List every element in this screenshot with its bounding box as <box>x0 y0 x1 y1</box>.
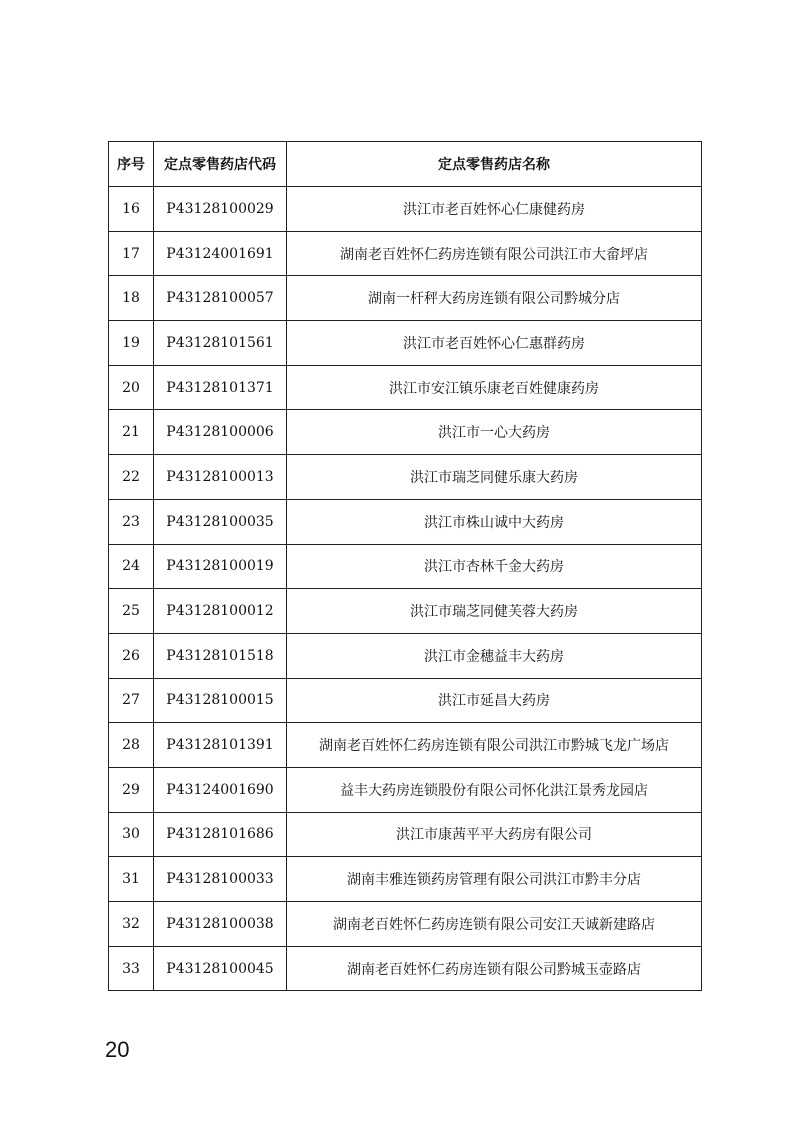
table-body <box>109 187 702 991</box>
cell-serial-number: 17 <box>109 231 154 276</box>
cell-pharmacy-code: P43124001691 <box>154 231 287 276</box>
cell-pharmacy-code: P43128100019 <box>154 544 287 589</box>
table-row <box>109 410 702 455</box>
table-row <box>109 365 702 410</box>
cell-pharmacy-code: P43128101561 <box>154 321 287 366</box>
cell-pharmacy-code: P43128100029 <box>154 187 287 232</box>
table-row <box>109 187 702 232</box>
cell-pharmacy-name: 益丰大药房连锁股份有限公司怀化洪江景秀龙园店 <box>287 767 702 812</box>
cell-serial-number: 23 <box>109 499 154 544</box>
cell-pharmacy-code: P43128100038 <box>154 902 287 947</box>
cell-serial-number: 25 <box>109 589 154 634</box>
cell-pharmacy-name: 洪江市康茜平平大药房有限公司 <box>287 812 702 857</box>
table-row <box>109 902 702 947</box>
cell-serial-number: 24 <box>109 544 154 589</box>
cell-serial-number: 19 <box>109 321 154 366</box>
cell-pharmacy-code: P43128101391 <box>154 723 287 768</box>
page-number: 20 <box>105 1037 130 1062</box>
cell-serial-number: 22 <box>109 455 154 500</box>
cell-pharmacy-name: 洪江市延昌大药房 <box>287 678 702 723</box>
cell-pharmacy-code: P43128100057 <box>154 276 287 321</box>
cell-pharmacy-code: P43128100012 <box>154 589 287 634</box>
table-row <box>109 678 702 723</box>
table-row <box>109 857 702 902</box>
header-pharmacy-code: 定点零售药店代码 <box>154 142 287 187</box>
table-row <box>109 321 702 366</box>
cell-pharmacy-name: 洪江市杏林千金大药房 <box>287 544 702 589</box>
header-serial-number: 序号 <box>109 142 154 187</box>
cell-pharmacy-code: P43128101518 <box>154 633 287 678</box>
cell-pharmacy-name: 洪江市瑞芝同健芙蓉大药房 <box>287 589 702 634</box>
pharmacy-table <box>108 141 702 991</box>
cell-pharmacy-name: 湖南老百姓怀仁药房连锁有限公司洪江市黔城飞龙广场店 <box>287 723 702 768</box>
cell-pharmacy-code: P43128100015 <box>154 678 287 723</box>
cell-pharmacy-code: P43124001690 <box>154 767 287 812</box>
cell-pharmacy-name: 洪江市一心大药房 <box>287 410 702 455</box>
cell-pharmacy-name: 洪江市安江镇乐康老百姓健康药房 <box>287 365 702 410</box>
cell-pharmacy-name: 湖南老百姓怀仁药房连锁有限公司黔城玉壶路店 <box>287 946 702 991</box>
table-row <box>109 767 702 812</box>
cell-pharmacy-code: P43128100006 <box>154 410 287 455</box>
cell-serial-number: 20 <box>109 365 154 410</box>
table-row <box>109 455 702 500</box>
table-row <box>109 231 702 276</box>
table-header-row <box>109 142 702 187</box>
cell-pharmacy-name: 湖南老百姓怀仁药房连锁有限公司安江天诚新建路店 <box>287 902 702 947</box>
cell-serial-number: 33 <box>109 946 154 991</box>
table-row <box>109 633 702 678</box>
cell-pharmacy-name: 洪江市瑞芝同健乐康大药房 <box>287 455 702 500</box>
cell-serial-number: 26 <box>109 633 154 678</box>
cell-serial-number: 29 <box>109 767 154 812</box>
cell-serial-number: 27 <box>109 678 154 723</box>
table-row <box>109 723 702 768</box>
table-row <box>109 276 702 321</box>
cell-pharmacy-code: P43128101371 <box>154 365 287 410</box>
cell-pharmacy-name: 洪江市金穗益丰大药房 <box>287 633 702 678</box>
cell-pharmacy-code: P43128100035 <box>154 499 287 544</box>
cell-pharmacy-name: 洪江市株山诚中大药房 <box>287 499 702 544</box>
cell-serial-number: 31 <box>109 857 154 902</box>
cell-serial-number: 16 <box>109 187 154 232</box>
cell-pharmacy-code: P43128100013 <box>154 455 287 500</box>
cell-pharmacy-code: P43128100045 <box>154 946 287 991</box>
cell-serial-number: 32 <box>109 902 154 947</box>
cell-serial-number: 28 <box>109 723 154 768</box>
cell-pharmacy-name: 湖南丰雅连锁药房管理有限公司洪江市黔丰分店 <box>287 857 702 902</box>
cell-pharmacy-name: 洪江市老百姓怀心仁康健药房 <box>287 187 702 232</box>
cell-serial-number: 21 <box>109 410 154 455</box>
table-row <box>109 544 702 589</box>
cell-pharmacy-code: P43128101686 <box>154 812 287 857</box>
cell-pharmacy-code: P43128100033 <box>154 857 287 902</box>
cell-pharmacy-name: 湖南一杆秤大药房连锁有限公司黔城分店 <box>287 276 702 321</box>
cell-serial-number: 18 <box>109 276 154 321</box>
table-row <box>109 589 702 634</box>
cell-pharmacy-name: 湖南老百姓怀仁药房连锁有限公司洪江市大畲坪店 <box>287 231 702 276</box>
table-row <box>109 946 702 991</box>
cell-serial-number: 30 <box>109 812 154 857</box>
table-row <box>109 812 702 857</box>
cell-pharmacy-name: 洪江市老百姓怀心仁惠群药房 <box>287 321 702 366</box>
table-row <box>109 499 702 544</box>
header-pharmacy-name: 定点零售药店名称 <box>287 142 702 187</box>
